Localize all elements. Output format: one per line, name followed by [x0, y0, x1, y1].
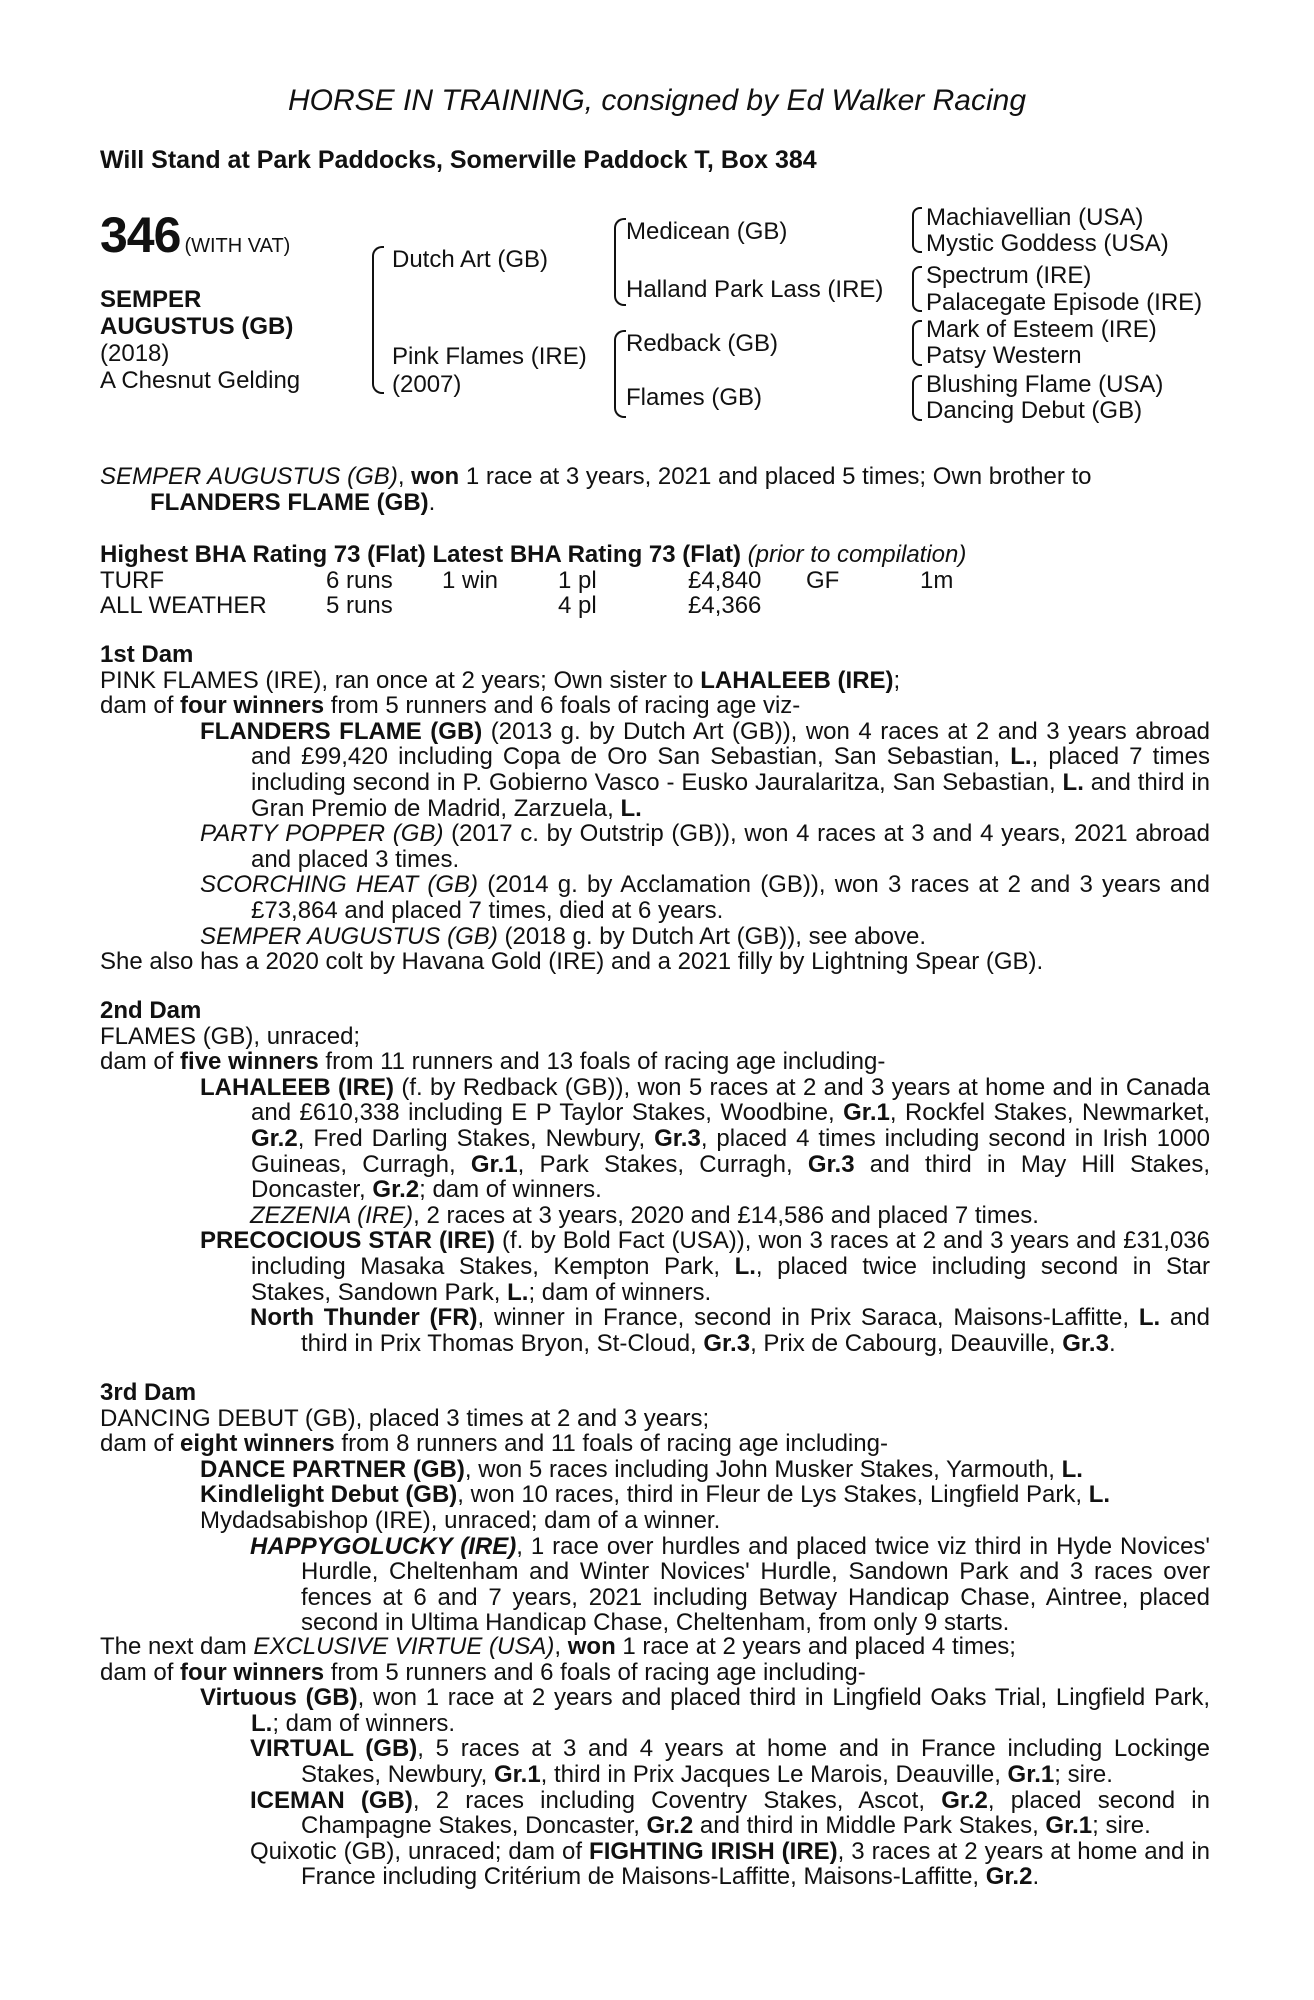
dam-line: DANCING DEBUT (GB), placed 3 times at 2 and 3 years; [100, 1404, 710, 1432]
grade: Gr.1 [493, 1760, 541, 1788]
dam-of: dam of [100, 1658, 181, 1686]
grade: L. [1062, 768, 1084, 796]
grade: Gr.2 [251, 1124, 298, 1152]
entry-name: PRECOCIOUS STAR (IRE) [200, 1227, 495, 1255]
entry-text: ; dam of winners. [272, 1709, 456, 1737]
winners-count: four winners [180, 1658, 325, 1686]
grade: Gr.1 [1045, 1812, 1093, 1840]
summary-horse-name: SEMPER AUGUSTUS (GB) [100, 463, 398, 490]
winners-count: five winners [180, 1048, 319, 1076]
produce-entry [100, 719, 1210, 821]
ped-dd: Flames (GB) [626, 384, 763, 411]
entry-text: , 1 race over hurdles and placed twice viz third in Hyde Novices' Hurdle, Cheltenham and Winter Novices' Hurdle, Sandown Park and 3 races over fences at 6 and 7 years, 2021 including Betway Handicap Chase, Aintree, placed second in Ultima Handicap Chase, Cheltenham, from only 9 starts. [301, 1532, 1211, 1637]
produce-entry [100, 1685, 1210, 1736]
grade: L. [1088, 1481, 1111, 1509]
ped-sds: Spectrum (IRE) [926, 262, 1092, 289]
entry-text: (f. by Bold Fact (USA)), won 3 races at 2 and 3 years and £31,036 including Masaka Stakes, Kempton Park, [251, 1227, 1211, 1280]
rating-distance: 1m [920, 566, 954, 594]
grade: Gr.3 [703, 1329, 751, 1357]
rating-money: £4,840 [688, 566, 762, 594]
rating-places: 1 pl [558, 566, 597, 594]
produce-sub-entry [100, 1736, 1210, 1787]
summary-brother: FLANDERS FLAME (GB) [150, 488, 429, 516]
brace-ss [912, 207, 922, 253]
ped-sire: Dutch Art (GB) [392, 246, 549, 273]
produce-entry [100, 924, 1210, 950]
entry-name: Virtuous (GB) [200, 1684, 358, 1712]
entry-text: , placed twice including second in Star Stakes, Sandown Park, [251, 1252, 1210, 1306]
ratings-block [100, 542, 1210, 619]
horse-name-line2: AUGUSTUS (GB) [100, 313, 294, 340]
entry-text: and third in May Hill Stakes, Doncaster, [251, 1150, 1210, 1204]
produce-text: from 5 runners and 6 foals of racing age viz- [324, 692, 801, 720]
produce-sub-entry [100, 1305, 1210, 1356]
ratings-row-turf [100, 568, 953, 594]
brace-sd [912, 266, 922, 312]
winners-count: eight winners [180, 1430, 335, 1458]
section-heading: 1st Dam [100, 641, 194, 668]
ped-sd: Halland Park Lass (IRE) [626, 276, 884, 303]
entry-name: FIGHTING IRISH (IRE) [589, 1837, 838, 1865]
produce-text: from 11 runners and 13 foals of racing age including- [318, 1048, 886, 1076]
grade: L. [1138, 1304, 1161, 1332]
entry-name: VIRTUAL (GB) [250, 1735, 418, 1763]
dam-line: PINK FLAMES (IRE), ran once at 2 years; Own sister to [100, 666, 701, 694]
entry-text: (f. by Redback (GB)), won 5 races at 2 and 3 years at home and in Canada and £610,338 including E P Taylor Stakes, Woodbine, [251, 1073, 1211, 1127]
summary-end: . [428, 488, 436, 516]
entry-text: , placed 4 times including second in Irish 1000 Guineas, Curragh, [251, 1124, 1210, 1178]
rating-places: 4 pl [558, 592, 597, 620]
rating-runs: 5 runs [326, 592, 393, 620]
next-dam-text: The next dam [100, 1633, 254, 1660]
punct: ; [893, 666, 901, 694]
entry-name: ICEMAN (GB) [250, 1786, 413, 1814]
dam-line: FLAMES (GB), unraced; [100, 1022, 361, 1050]
entry-text: (2017 c. by Outstrip (GB)), won 4 races at 3 and 4 years, 2021 abroad and placed 3 times. [251, 820, 1210, 873]
ped-dss: Mark of Esteem (IRE) [926, 316, 1157, 343]
entry-name: ZEZENIA (IRE) [250, 1201, 414, 1229]
produce-entry [100, 872, 1210, 923]
ped-ss: Medicean (GB) [626, 218, 788, 245]
produce-entry [100, 1075, 1210, 1203]
entry-text: , placed second in Champagne Stakes, Doncaster, [301, 1786, 1210, 1840]
produce-entry [100, 1457, 1210, 1483]
rating-going [806, 593, 920, 619]
entry-text: , won 5 races including John Musker Stakes, Yarmouth, [464, 1455, 1062, 1483]
entry-text: (2018 g. by Dutch Art (GB)), see above. [497, 922, 927, 950]
ped-dds: Blushing Flame (USA) [926, 371, 1164, 398]
dam-of: dam of [100, 1430, 181, 1458]
ped-sss: Machiavellian (USA) [926, 204, 1144, 231]
brace-ds [912, 320, 922, 366]
second-dam-section [100, 998, 1210, 1356]
summary-won: won [411, 463, 460, 490]
brace-sire [614, 218, 626, 306]
entry-text: , Fred Darling Stakes, Newbury, [297, 1124, 655, 1152]
third-dam-section [100, 1380, 1210, 1636]
grade: Gr.1 [470, 1150, 518, 1178]
grade: L. [1061, 1455, 1083, 1483]
entry-name: FLANDERS FLAME (GB) [200, 717, 483, 745]
entry-name: Kindlelight Debut (GB) [200, 1481, 458, 1509]
produce-text: from 5 runners and 6 foals of racing age including- [324, 1658, 866, 1686]
vat-note: (WITH VAT) [184, 235, 291, 257]
next-dam-text: 1 race at 2 years and placed 4 times; [615, 1633, 1016, 1660]
summary-comma: , [397, 463, 412, 490]
entry-text: , 2 races at 3 years, 2020 and £14,586 and placed 7 times. [413, 1201, 1039, 1229]
next-dam-section [100, 1634, 1210, 1890]
ped-dsd: Patsy Western [926, 342, 1082, 369]
produce-entry [100, 821, 1210, 872]
produce-sub-entry [100, 1788, 1210, 1839]
ped-dam-year: (2007) [392, 371, 462, 398]
grade: Gr.3 [1062, 1329, 1109, 1357]
ped-dam: Pink Flames (IRE) [392, 343, 587, 370]
ped-ddd: Dancing Debut (GB) [926, 397, 1143, 424]
entry-text: , 5 races at 3 and 4 years at home and in France including Lockinge Stakes, Newbury, [301, 1735, 1210, 1788]
produce-entry [100, 1228, 1210, 1305]
entry-text: and third in Prix Thomas Bryon, St-Cloud, [301, 1304, 1210, 1357]
entry-name: LAHALEEB (IRE) [200, 1073, 395, 1101]
rating-money: £4,366 [688, 592, 762, 620]
grade: Gr.1 [843, 1099, 890, 1127]
rating-distance [920, 593, 953, 619]
entry-text: and third in Middle Park Stakes, [693, 1812, 1046, 1840]
ratings-row-aw [100, 593, 953, 619]
entry-text: , 2 races including Coventry Stakes, Ascot, [412, 1786, 942, 1814]
section-heading: 2nd Dam [100, 997, 202, 1024]
produce-sub-entry [100, 1203, 1210, 1229]
next-dam-name: EXCLUSIVE VIRTUE (USA) [253, 1633, 555, 1660]
entry-text: ; sire. [1092, 1812, 1151, 1840]
entry-text: , Rockfel Stakes, Newmarket, [889, 1099, 1211, 1127]
grade: L. [507, 1278, 529, 1306]
horse-description: A Chesnut Gelding [100, 367, 301, 394]
winners-count: four winners [180, 692, 325, 720]
entry-name: North Thunder (FR) [250, 1304, 478, 1332]
ped-sdd: Palacegate Episode (IRE) [926, 289, 1203, 316]
rating-surface: ALL WEATHER [100, 592, 267, 620]
grade: L. [620, 794, 642, 822]
also-note: She also has a 2020 colt by Havana Gold (IRE) and a 2021 filly by Lightning Spear (GB). [100, 948, 1044, 976]
produce-text: from 8 runners and 11 foals of racing age including- [334, 1430, 888, 1458]
horse-identity [100, 286, 300, 394]
entry-text: ; dam of winners. [419, 1176, 602, 1204]
entry-text: . [1032, 1863, 1040, 1891]
ped-ssd: Mystic Goddess (USA) [926, 230, 1169, 257]
entry-name: HAPPYGOLUCKY (IRE) [250, 1532, 517, 1560]
entry-text: , placed 7 times including second in P. Gobierno Vasco - Eusko Jauralaritza, San Sebastian, [251, 743, 1210, 796]
rating-going: GF [806, 566, 840, 594]
brace-dd [912, 375, 922, 421]
brace-gen1 [372, 246, 384, 394]
grade: Gr.1 [1007, 1760, 1055, 1788]
horse-name-line1: SEMPER [100, 286, 202, 313]
grade: L. [734, 1252, 756, 1280]
first-dam-section [100, 642, 1210, 975]
entry-name: SEMPER AUGUSTUS (GB) [200, 922, 498, 950]
rating-wins: 1 win [442, 566, 499, 594]
rating-surface: TURF [100, 566, 164, 594]
section-heading: 3rd Dam [100, 1379, 197, 1406]
ratings-title: Highest BHA Rating 73 (Flat) Latest BHA Rating 73 (Flat) [100, 541, 741, 568]
entry-text: (2014 g. by Acclamation (GB)), won 3 races at 2 and 3 years and £73,864 and placed 7 times, died at 6 years. [251, 871, 1210, 924]
entry-text: , won 10 races, third in Fleur de Lys Stakes, Lingfield Park, [457, 1481, 1089, 1509]
won-label: won [567, 1633, 616, 1660]
page-title: HORSE IN TRAINING, consigned by Ed Walker Racing [287, 84, 1027, 117]
entry-name: SCORCHING HEAT (GB) [200, 871, 478, 899]
brace-dam [614, 330, 626, 418]
entry-text: and third in Gran Premio de Madrid, Zarzuela, [251, 768, 1211, 822]
ped-ds: Redback (GB) [626, 330, 779, 357]
dam-of: dam of [100, 1048, 181, 1076]
entry-text: , 3 races at 2 years at home and in France including Critérium de Maisons-Laffitte, Maisons-Laffitte, [301, 1837, 1210, 1891]
entry-text: , Prix de Cabourg, Deauville, [750, 1329, 1063, 1357]
entry-text: ; sire. [1054, 1760, 1113, 1788]
entry-text: . [1108, 1329, 1116, 1357]
grade: L. [1010, 743, 1032, 771]
summary-text: 1 race at 3 years, 2021 and placed 5 times; Own brother to [459, 463, 1092, 490]
entry-text: ; dam of winners. [528, 1278, 712, 1306]
entry-text: (2013 g. by Dutch Art (GB)), won 4 races at 2 and 3 years abroad and £99,420 including Copa de Oro San Sebastian, San Sebastian, [251, 717, 1211, 771]
punct: , [554, 1633, 568, 1660]
lot-number-block [100, 206, 290, 264]
lot-number: 346 [100, 207, 181, 263]
produce-sub-entry [100, 1839, 1210, 1890]
ratings-note: (prior to compilation) [747, 541, 967, 568]
dam-of: dam of [100, 692, 181, 720]
entry-text: , won 1 race at 2 years and placed third in Lingfield Oaks Trial, Lingfield Park, [357, 1684, 1211, 1712]
entry-text: Quixotic (GB), unraced; dam of [250, 1837, 590, 1865]
grade: L. [251, 1709, 273, 1737]
grade: Gr.2 [941, 1786, 988, 1814]
grade: Gr.2 [372, 1176, 420, 1204]
stand-location: Will Stand at Park Paddocks, Somerville Paddock T, Box 384 [100, 146, 817, 174]
rating-wins [442, 593, 558, 619]
produce-entry [100, 1482, 1210, 1508]
grade: Gr.3 [654, 1124, 701, 1152]
entry-text: , winner in France, second in Prix Saraca, Maisons-Laffitte, [477, 1304, 1139, 1332]
sister-name: LAHALEEB (IRE) [700, 666, 894, 694]
race-summary [100, 464, 1210, 515]
horse-year: (2018) [100, 340, 170, 367]
grade: Gr.2 [646, 1812, 694, 1840]
produce-sub-entry [100, 1534, 1210, 1636]
grade: Gr.3 [807, 1150, 855, 1178]
rating-runs: 6 runs [326, 566, 393, 594]
entry-text: , third in Prix Jacques Le Marois, Deauville, [540, 1760, 1008, 1788]
entry-name: DANCE PARTNER (GB) [200, 1455, 465, 1483]
ratings-table [100, 568, 953, 619]
grade: Gr.2 [985, 1863, 1033, 1891]
entry-text: , Park Stakes, Curragh, [517, 1150, 808, 1178]
entry-name: PARTY POPPER (GB) [200, 820, 444, 848]
produce-entry: Mydadsabishop (IRE), unraced; dam of a winner. [200, 1506, 721, 1534]
